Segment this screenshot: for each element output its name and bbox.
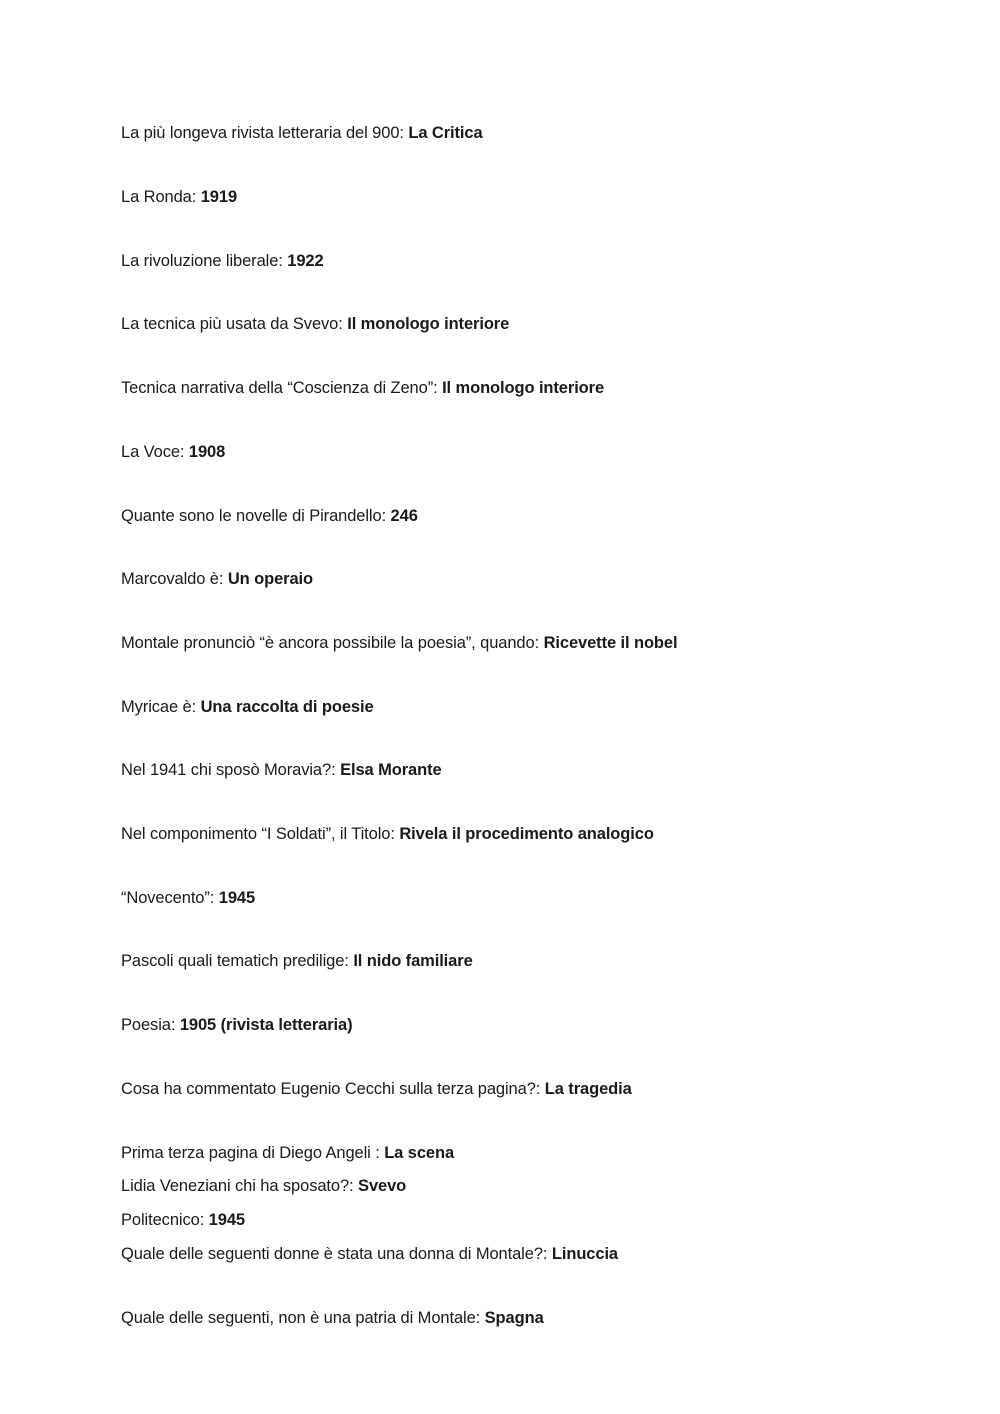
answer-text: La tragedia	[544, 1080, 632, 1098]
qa-line	[121, 123, 483, 143]
qa-line	[121, 1176, 406, 1196]
qa-line	[121, 1244, 618, 1264]
answer-text: Elsa Morante	[340, 761, 442, 779]
answer-text: Svevo	[358, 1177, 407, 1195]
answer-text: Ricevette il nobel	[543, 634, 678, 652]
question-text: Nel componimento “I Soldati”, il Titolo:	[121, 825, 400, 843]
question-text: Quale delle seguenti donne è stata una donna di Montale?:	[121, 1245, 552, 1263]
qa-line	[121, 633, 677, 653]
qa-line	[121, 888, 255, 908]
qa-line	[121, 760, 442, 780]
answer-text: Il monologo interiore	[347, 315, 510, 333]
answer-text: 1905 (rivista letteraria)	[179, 1016, 353, 1034]
question-text: Nel 1941 chi sposò Moravia?:	[121, 761, 341, 779]
question-text: La più longeva rivista letteraria del 900:	[121, 124, 409, 142]
answer-text: 246	[390, 507, 418, 525]
question-text: La Voce:	[121, 443, 189, 461]
answer-text: Linuccia	[551, 1245, 619, 1263]
qa-line	[121, 1015, 353, 1035]
question-text: La Ronda:	[121, 188, 201, 206]
answer-text: Una raccolta di poesie	[200, 698, 374, 716]
qa-line	[121, 569, 313, 589]
question-text: Politecnico:	[121, 1211, 209, 1229]
question-text: Pascoli quali tematich predilige:	[121, 952, 354, 970]
question-text: Myricae è:	[121, 698, 201, 716]
answer-text: 1919	[200, 188, 238, 206]
qa-line	[121, 506, 418, 526]
question-text: Prima terza pagina di Diego Angeli :	[121, 1144, 385, 1162]
answer-text: Il monologo interiore	[442, 379, 605, 397]
qa-line	[121, 1210, 245, 1230]
answer-text: Rivela il procedimento analogico	[399, 825, 654, 843]
qa-line	[121, 1143, 454, 1163]
qa-line	[121, 824, 654, 844]
question-text: Poesia:	[121, 1016, 180, 1034]
question-text: Quale delle seguenti, non è una patria di Montale:	[121, 1309, 485, 1327]
qa-line	[121, 442, 225, 462]
question-text: Marcovaldo è:	[121, 570, 228, 588]
qa-line	[121, 1079, 632, 1099]
qa-line	[121, 1308, 544, 1328]
answer-text: Il nido familiare	[353, 952, 473, 970]
answer-text: 1922	[287, 252, 324, 270]
qa-line	[121, 314, 509, 334]
answer-text: La scena	[384, 1144, 455, 1162]
question-text: Montale pronunciò “è ancora possibile la poesia”, quando:	[121, 634, 544, 652]
answer-text: La Critica	[408, 124, 483, 142]
answer-text: 1945	[218, 889, 256, 907]
qa-line	[121, 697, 374, 717]
question-text: Tecnica narrativa della “Coscienza di Zeno”:	[121, 379, 443, 397]
qa-line	[121, 187, 237, 207]
question-text: Quante sono le novelle di Pirandello:	[121, 507, 391, 525]
answer-text: 1945	[208, 1211, 245, 1229]
question-text: Lidia Veneziani chi ha sposato?:	[121, 1177, 359, 1195]
qa-line	[121, 251, 324, 271]
answer-text: Un operaio	[227, 570, 314, 588]
question-text: “Novecento”:	[121, 889, 219, 907]
answer-text: 1908	[188, 443, 226, 461]
qa-line	[121, 378, 604, 398]
question-text: Cosa ha commentato Eugenio Cecchi sulla terza pagina?:	[121, 1080, 545, 1098]
answer-text: Spagna	[484, 1309, 544, 1327]
qa-line	[121, 951, 473, 971]
question-text: La tecnica più usata da Svevo:	[121, 315, 348, 333]
question-text: La rivoluzione liberale:	[121, 252, 288, 270]
